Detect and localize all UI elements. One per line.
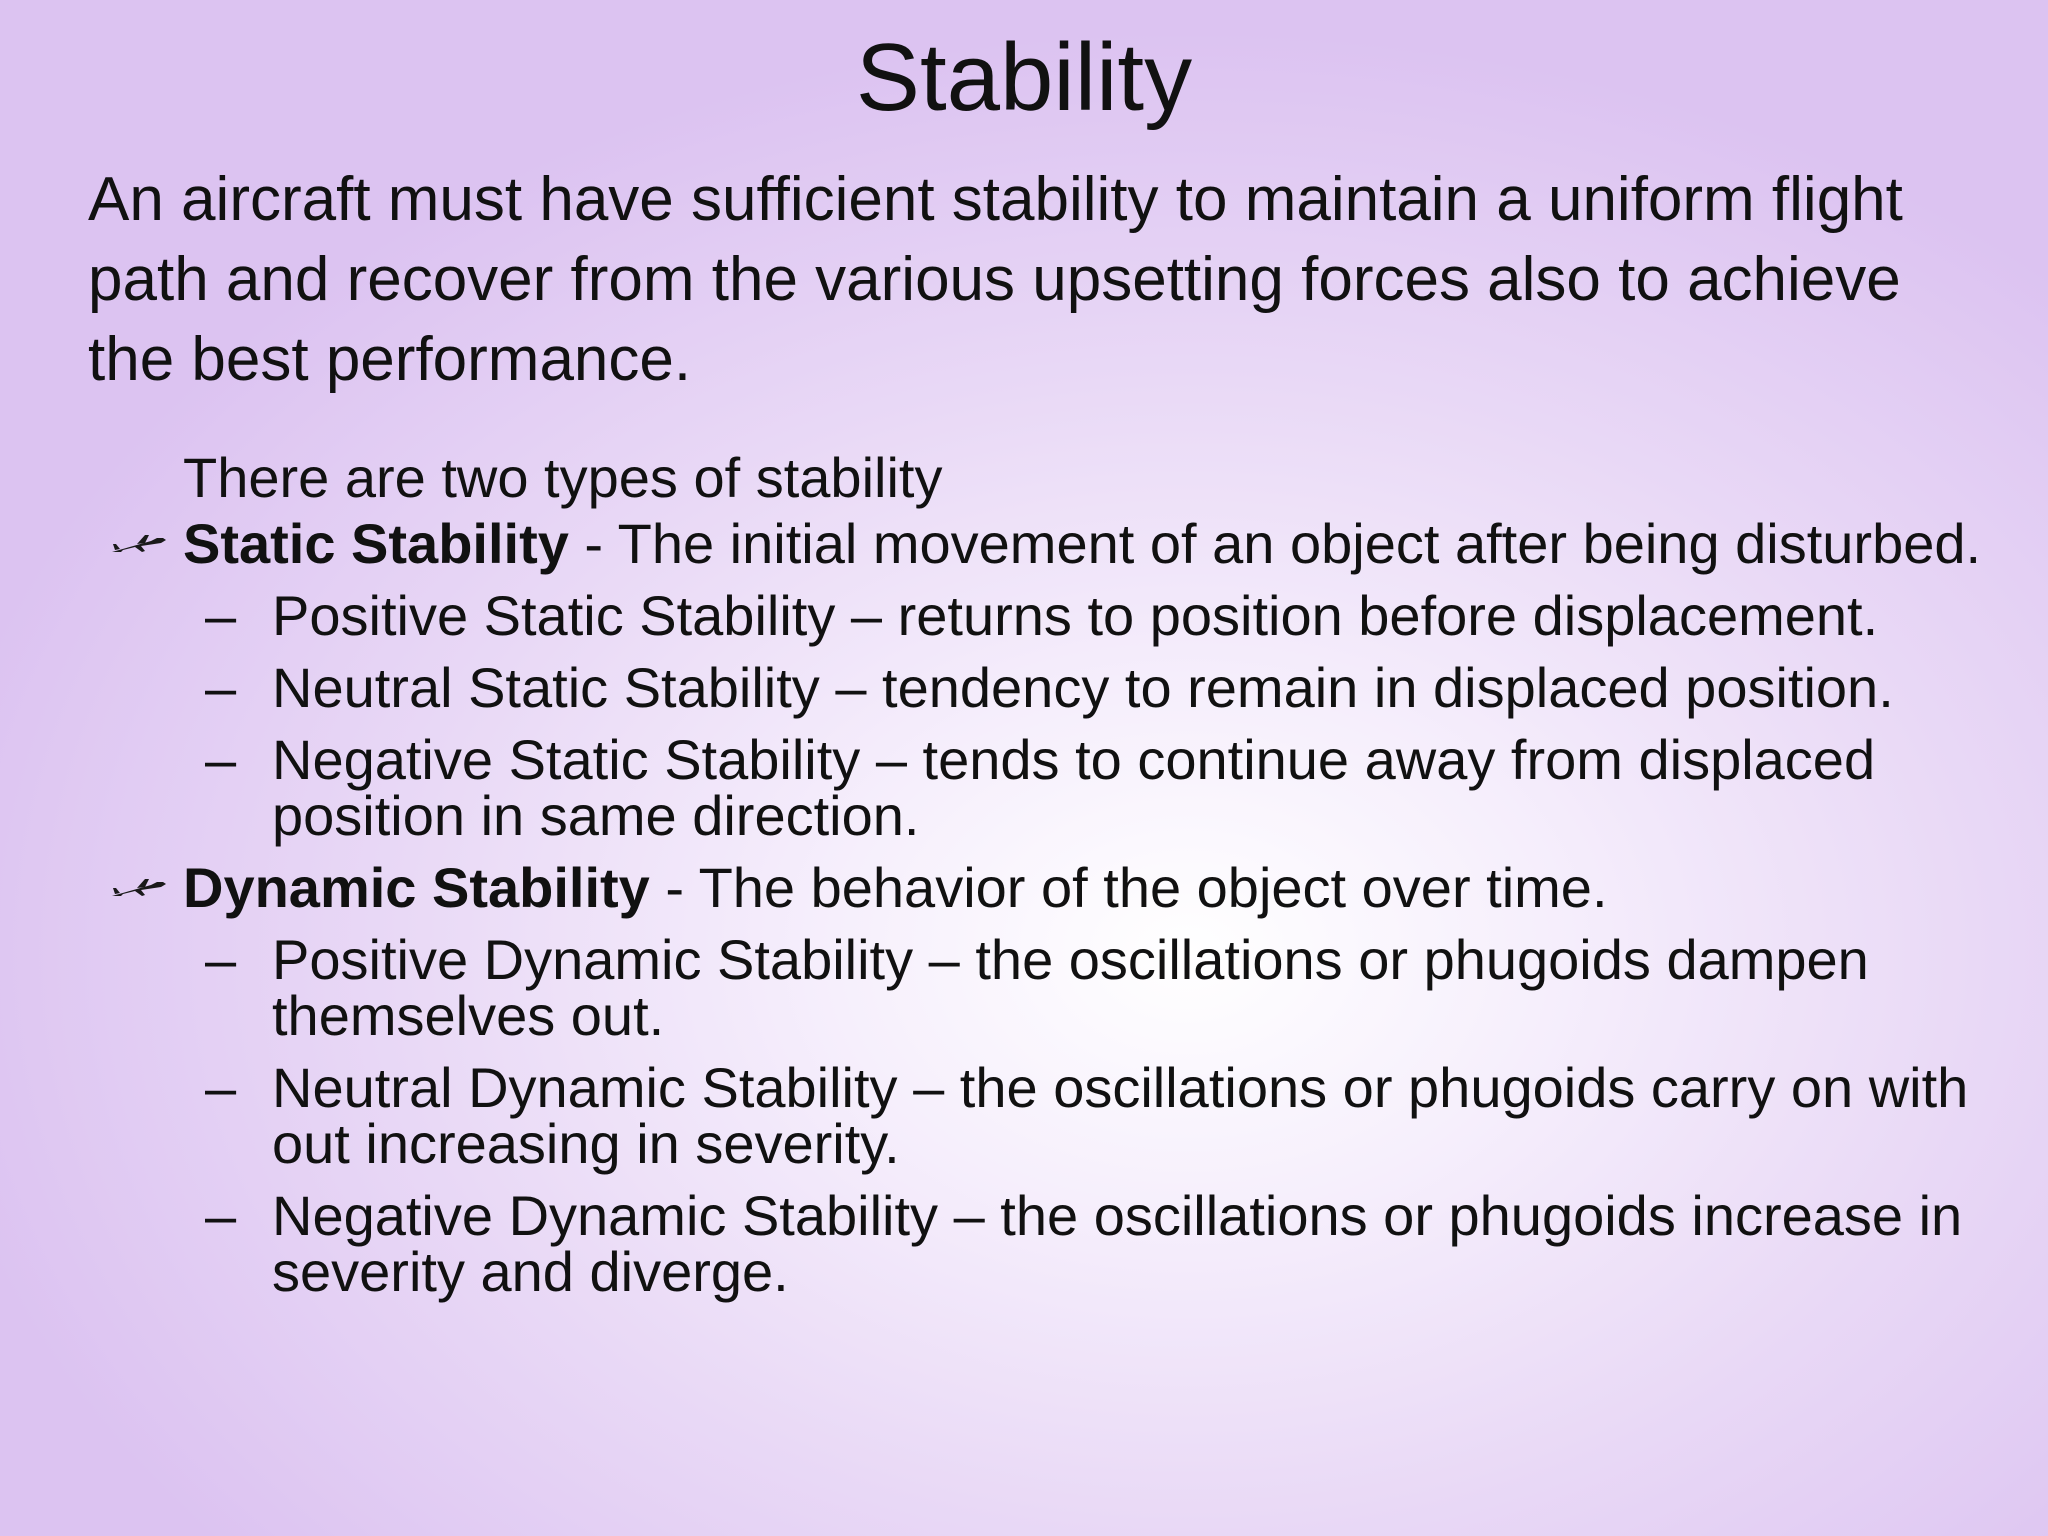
dynamic-stability-term: Dynamic Stability <box>183 856 650 919</box>
lead-line: There are two types of stability <box>183 446 943 509</box>
intro-paragraph: An aircraft must have sufficient stability to maintain a uniform flight path and recover from the various upsetting forces also to achieve the best performance. <box>88 165 1903 394</box>
dash-marker: – <box>205 728 237 791</box>
dynamic-item-neutral <box>0 1056 2048 1175</box>
static-item-text: Negative Static Stability – tends to continue away from displaced position in same direction. <box>272 728 1876 847</box>
static-stability-term: Static Stability <box>183 512 569 575</box>
airplane-icon <box>111 532 167 556</box>
slide-title: Stability <box>855 24 1193 131</box>
dynamic-item-text: Positive Dynamic Stability – the oscillations or phugoids dampen themselves out. <box>272 928 1869 1047</box>
dash-marker: – <box>205 584 237 647</box>
dynamic-item-positive <box>0 928 2048 1047</box>
static-item-text: Neutral Static Stability – tendency to remain in displaced position. <box>272 656 1894 719</box>
static-item-positive <box>0 584 2048 647</box>
static-item-negative <box>0 728 2048 847</box>
static-item-neutral <box>0 656 2048 719</box>
airplane-icon <box>111 876 167 900</box>
dynamic-item-text: Negative Dynamic Stability – the oscillations or phugoids increase in severity and diverge. <box>272 1184 1963 1303</box>
bullet-dynamic-stability <box>0 856 2048 919</box>
dynamic-item-negative <box>0 1184 2048 1303</box>
dash-marker: – <box>205 928 237 991</box>
static-item-text: Positive Static Stability – returns to position before displacement. <box>272 584 1879 647</box>
slide-content <box>0 446 2048 1303</box>
dynamic-stability-desc: - The behavior of the object over time. <box>649 856 1608 919</box>
dash-marker: – <box>205 1184 237 1247</box>
bullet-static-stability <box>0 512 2048 575</box>
dash-marker: – <box>205 1056 237 1119</box>
dynamic-item-text: Neutral Dynamic Stability – the oscillations or phugoids carry on with out increasing in severity. <box>272 1056 1969 1175</box>
dash-marker: – <box>205 656 237 719</box>
static-stability-desc: - The initial movement of an object after being disturbed. <box>568 512 1982 575</box>
